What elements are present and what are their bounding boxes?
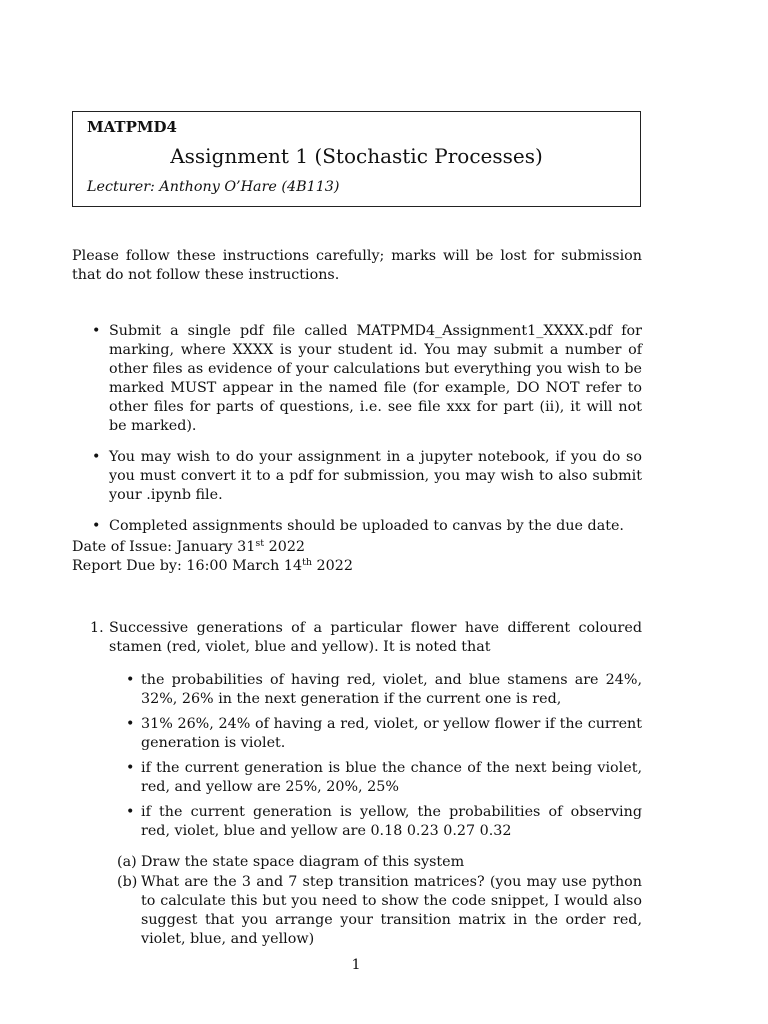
fact-text: the probabilities of having red, violet, and blue stamens are 24%, 32%, 26% in the next generation if the current one is red, (141, 672, 642, 707)
instructions-list (72, 322, 642, 548)
instruction-text: You may wish to do your assignment in a jupyter notebook, if you do so you must convert it to a pdf for submission, you may wish to also submit your .ipynb file. (109, 449, 642, 503)
question-1 (72, 619, 642, 950)
bullet-icon: • (126, 672, 135, 688)
question-facts (72, 671, 642, 841)
bullet-icon: • (126, 716, 135, 732)
intro-paragraph: Please follow these instructions carefully; marks will be lost for submission that do not follow these instructions. (72, 248, 642, 283)
instruction-item (72, 517, 642, 536)
assignment-title: Assignment 1 (Stochastic Processes) (170, 144, 543, 168)
header-box (72, 111, 641, 207)
bullet-icon: • (126, 760, 135, 776)
bullet-icon: • (126, 804, 135, 820)
bullet-icon: • (92, 518, 101, 534)
fact-item (72, 715, 642, 753)
bullet-icon: • (92, 449, 101, 465)
part-item (72, 853, 642, 872)
question-parts (72, 853, 642, 949)
issue-date-label: Date of Issue: January 31 (72, 539, 256, 555)
fact-item (72, 803, 642, 841)
instruction-item (72, 448, 642, 505)
part-label: (a) (117, 854, 137, 870)
fact-item (72, 671, 642, 709)
fact-text: if the current generation is blue the chance of the next being violet, red, and yellow are 25%, 20%, 25% (141, 760, 642, 795)
lecturer-line: Lecturer: Anthony O’Hare (4B113) (87, 179, 340, 195)
issue-date-suffix: st (255, 538, 265, 549)
dates-block (72, 538, 353, 576)
part-text: What are the 3 and 7 step transition matrices? (you may use python to calculate this but you need to show the code snippet, I would also suggest that you arrange your transition matrix in the order red, violet, blue, and yellow) (141, 874, 642, 947)
instruction-text: Completed assignments should be uploaded to canvas by the due date. (109, 518, 624, 534)
due-date-suffix: th (302, 557, 313, 568)
due-date-label: Report Due by: 16:00 March 14 (72, 558, 303, 574)
fact-text: 31% 26%, 24% of having a red, violet, or yellow flower if the current generation is violet. (141, 716, 642, 751)
course-code: MATPMD4 (87, 118, 177, 136)
part-item (72, 873, 642, 949)
instruction-item (72, 322, 642, 436)
issue-date (72, 538, 353, 557)
page-number: 1 (351, 957, 361, 973)
due-date (72, 557, 353, 576)
part-label: (b) (117, 874, 138, 890)
part-text: Draw the state space diagram of this system (141, 854, 465, 870)
instruction-text: Submit a single pdf file called MATPMD4_Assignment1_XXXX.pdf for marking, where XXXX is your student id. You may submit a number of other files as evidence of your calculations but everything you wish to be marked MUST appear in the named file (for example, DO NOT refer to other files for parts of questions, i.e. see file xxx for part (ii), it will not be marked). (109, 323, 642, 434)
bullet-icon: • (92, 323, 101, 339)
due-date-year: 2022 (312, 558, 353, 574)
fact-item (72, 759, 642, 797)
issue-date-year: 2022 (264, 539, 306, 555)
fact-text: if the current generation is yellow, the probabilities of observing red, violet, blue and yellow are 0.18 0.23 0.27 0.32 (141, 804, 642, 839)
question-number: 1. (90, 620, 104, 636)
question-text: Successive generations of a particular flower have different coloured stamen (red, violet, blue and yellow). It is noted that (109, 620, 642, 655)
